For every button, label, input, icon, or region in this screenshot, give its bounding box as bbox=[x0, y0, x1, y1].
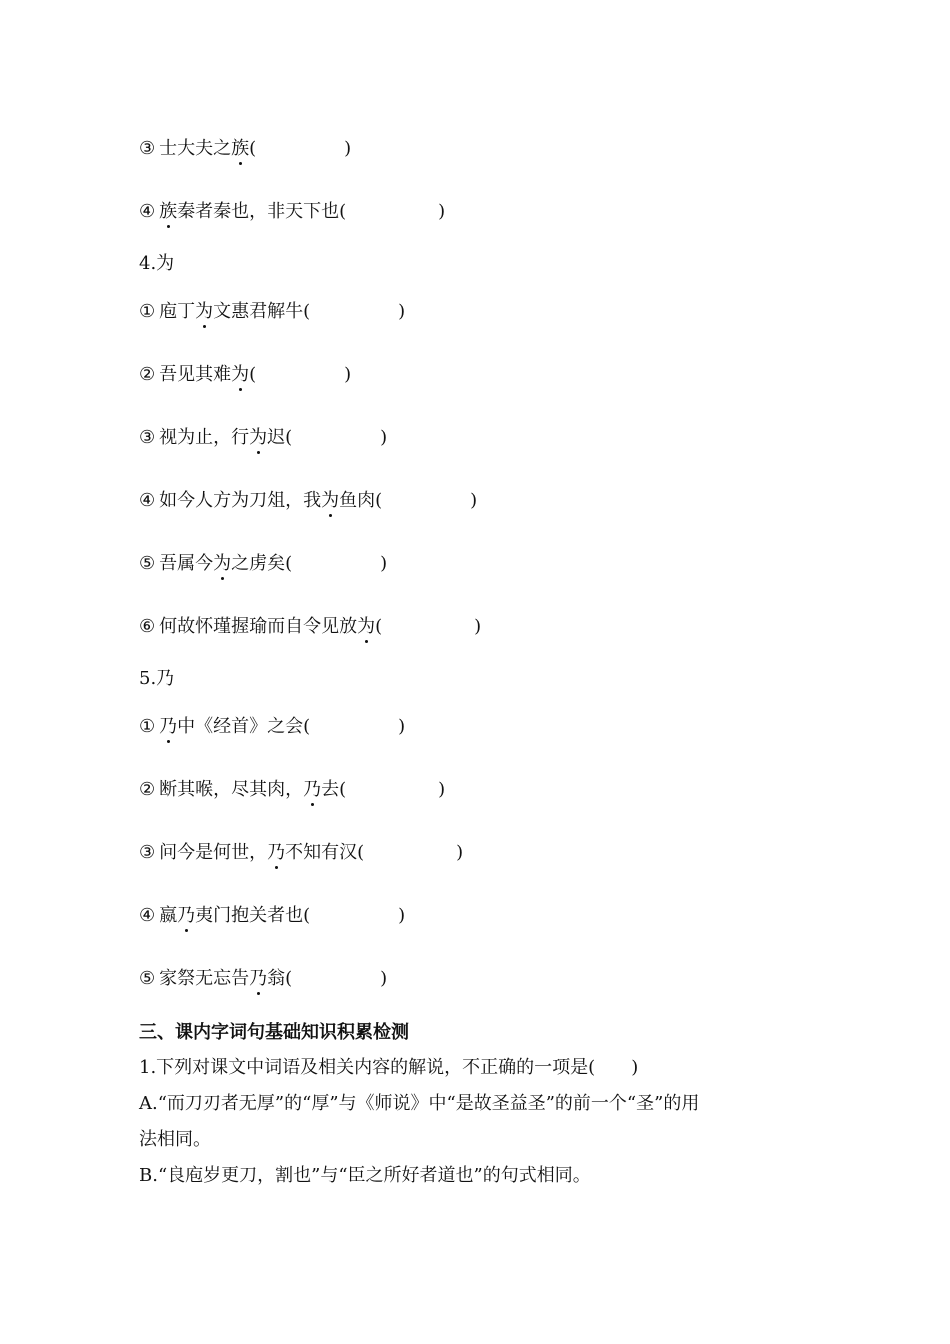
item-line bbox=[139, 904, 405, 928]
item-text-post: 翁 bbox=[267, 968, 286, 989]
item-line bbox=[139, 967, 387, 991]
item-text-pre: 如今人方为刀俎，我 bbox=[159, 490, 322, 511]
emphasized-char: 乃 bbox=[159, 716, 178, 737]
question-stem: 1.下列对课文中词语及相关内容的解说，不正确的一项是( ) bbox=[139, 1057, 639, 1078]
item-line bbox=[139, 200, 445, 224]
item-number: ① bbox=[139, 716, 156, 737]
item-text-pre: 问今是何世， bbox=[159, 842, 268, 863]
close-paren: ) bbox=[398, 716, 406, 737]
item-text-pre: 家祭无忘告 bbox=[159, 968, 250, 989]
option-a-line1: A.“而刀刃者无厚”的“厚”与《师说》中“是故圣益圣”的前一个“圣”的用 bbox=[139, 1093, 700, 1114]
close-paren: ) bbox=[470, 490, 478, 511]
item-text-post: 鱼肉 bbox=[339, 490, 376, 511]
item-number: ⑤ bbox=[139, 553, 156, 574]
item-number: ④ bbox=[139, 905, 156, 926]
item-number: ② bbox=[139, 364, 156, 385]
item-text-pre: 吾属今 bbox=[159, 553, 214, 574]
close-paren: ) bbox=[380, 968, 388, 989]
open-paren: ( bbox=[339, 201, 347, 222]
item-text-pre: 何故怀瑾握瑜而自令见放 bbox=[159, 616, 358, 637]
item-line bbox=[139, 300, 405, 324]
item-text-post: 夷门抱关者也 bbox=[195, 905, 304, 926]
section-number-header: 5.乃 bbox=[139, 668, 175, 689]
item-number: ③ bbox=[139, 842, 156, 863]
emphasized-char: 乃 bbox=[249, 968, 268, 989]
item-text-pre: 视为止，行 bbox=[159, 427, 250, 448]
emphasized-char: 族 bbox=[159, 201, 178, 222]
open-paren: ( bbox=[303, 716, 311, 737]
item-text-post: 不知有汉 bbox=[285, 842, 358, 863]
item-text-pre: 吾见其难 bbox=[159, 364, 232, 385]
open-paren: ( bbox=[285, 553, 293, 574]
close-paren: ) bbox=[344, 364, 352, 385]
close-paren: ) bbox=[344, 138, 352, 159]
item-line bbox=[139, 715, 405, 739]
open-paren: ( bbox=[285, 427, 293, 448]
close-paren: ) bbox=[398, 905, 406, 926]
close-paren: ) bbox=[380, 553, 388, 574]
emphasized-char: 为 bbox=[357, 616, 376, 637]
open-paren: ( bbox=[375, 616, 383, 637]
item-line bbox=[139, 137, 351, 161]
emphasized-char: 为 bbox=[195, 301, 214, 322]
option-a-line2: 法相同。 bbox=[139, 1129, 211, 1150]
open-paren: ( bbox=[249, 364, 257, 385]
item-line bbox=[139, 489, 477, 513]
item-text-post: 之虏矣 bbox=[231, 553, 286, 574]
item-number: ④ bbox=[139, 201, 156, 222]
item-text-post: 迟 bbox=[267, 427, 286, 448]
open-paren: ( bbox=[339, 779, 347, 800]
emphasized-char: 族 bbox=[231, 138, 250, 159]
item-text-pre: 断其喉，尽其肉， bbox=[159, 779, 304, 800]
item-text-pre: 庖丁 bbox=[159, 301, 196, 322]
close-paren: ) bbox=[474, 616, 482, 637]
item-text-post: 去 bbox=[321, 779, 340, 800]
item-line bbox=[139, 615, 481, 639]
section-number-header: 4.为 bbox=[139, 253, 175, 274]
item-number: ③ bbox=[139, 427, 156, 448]
emphasized-char: 乃 bbox=[267, 842, 286, 863]
open-paren: ( bbox=[303, 905, 311, 926]
item-text-pre: 士大夫之 bbox=[159, 138, 232, 159]
emphasized-char: 乃 bbox=[303, 779, 322, 800]
section-heading: 三、课内字词句基础知识积累检测 bbox=[139, 1022, 409, 1043]
close-paren: ) bbox=[438, 201, 446, 222]
open-paren: ( bbox=[249, 138, 257, 159]
item-number: ③ bbox=[139, 138, 156, 159]
item-number: ② bbox=[139, 779, 156, 800]
open-paren: ( bbox=[357, 842, 365, 863]
item-number: ④ bbox=[139, 490, 156, 511]
close-paren: ) bbox=[380, 427, 388, 448]
close-paren: ) bbox=[438, 779, 446, 800]
item-line bbox=[139, 363, 351, 387]
emphasized-char: 为 bbox=[231, 364, 250, 385]
item-line bbox=[139, 426, 387, 450]
item-line bbox=[139, 778, 445, 802]
item-text-pre: 嬴 bbox=[159, 905, 178, 926]
item-line bbox=[139, 552, 387, 576]
item-number: ⑤ bbox=[139, 968, 156, 989]
close-paren: ) bbox=[456, 842, 464, 863]
open-paren: ( bbox=[303, 301, 311, 322]
item-number: ① bbox=[139, 301, 156, 322]
emphasized-char: 为 bbox=[321, 490, 340, 511]
emphasized-char: 乃 bbox=[177, 905, 196, 926]
item-text-post: 文惠君解牛 bbox=[213, 301, 304, 322]
open-paren: ( bbox=[375, 490, 383, 511]
item-text-post: 中《经首》之会 bbox=[177, 716, 304, 737]
option-b: B.“良庖岁更刀，割也”与“臣之所好者道也”的句式相同。 bbox=[139, 1165, 591, 1186]
item-number: ⑥ bbox=[139, 616, 156, 637]
emphasized-char: 为 bbox=[249, 427, 268, 448]
item-line bbox=[139, 841, 463, 865]
item-text-post: 秦者秦也，非天下也 bbox=[177, 201, 340, 222]
emphasized-char: 为 bbox=[213, 553, 232, 574]
close-paren: ) bbox=[398, 301, 406, 322]
open-paren: ( bbox=[285, 968, 293, 989]
